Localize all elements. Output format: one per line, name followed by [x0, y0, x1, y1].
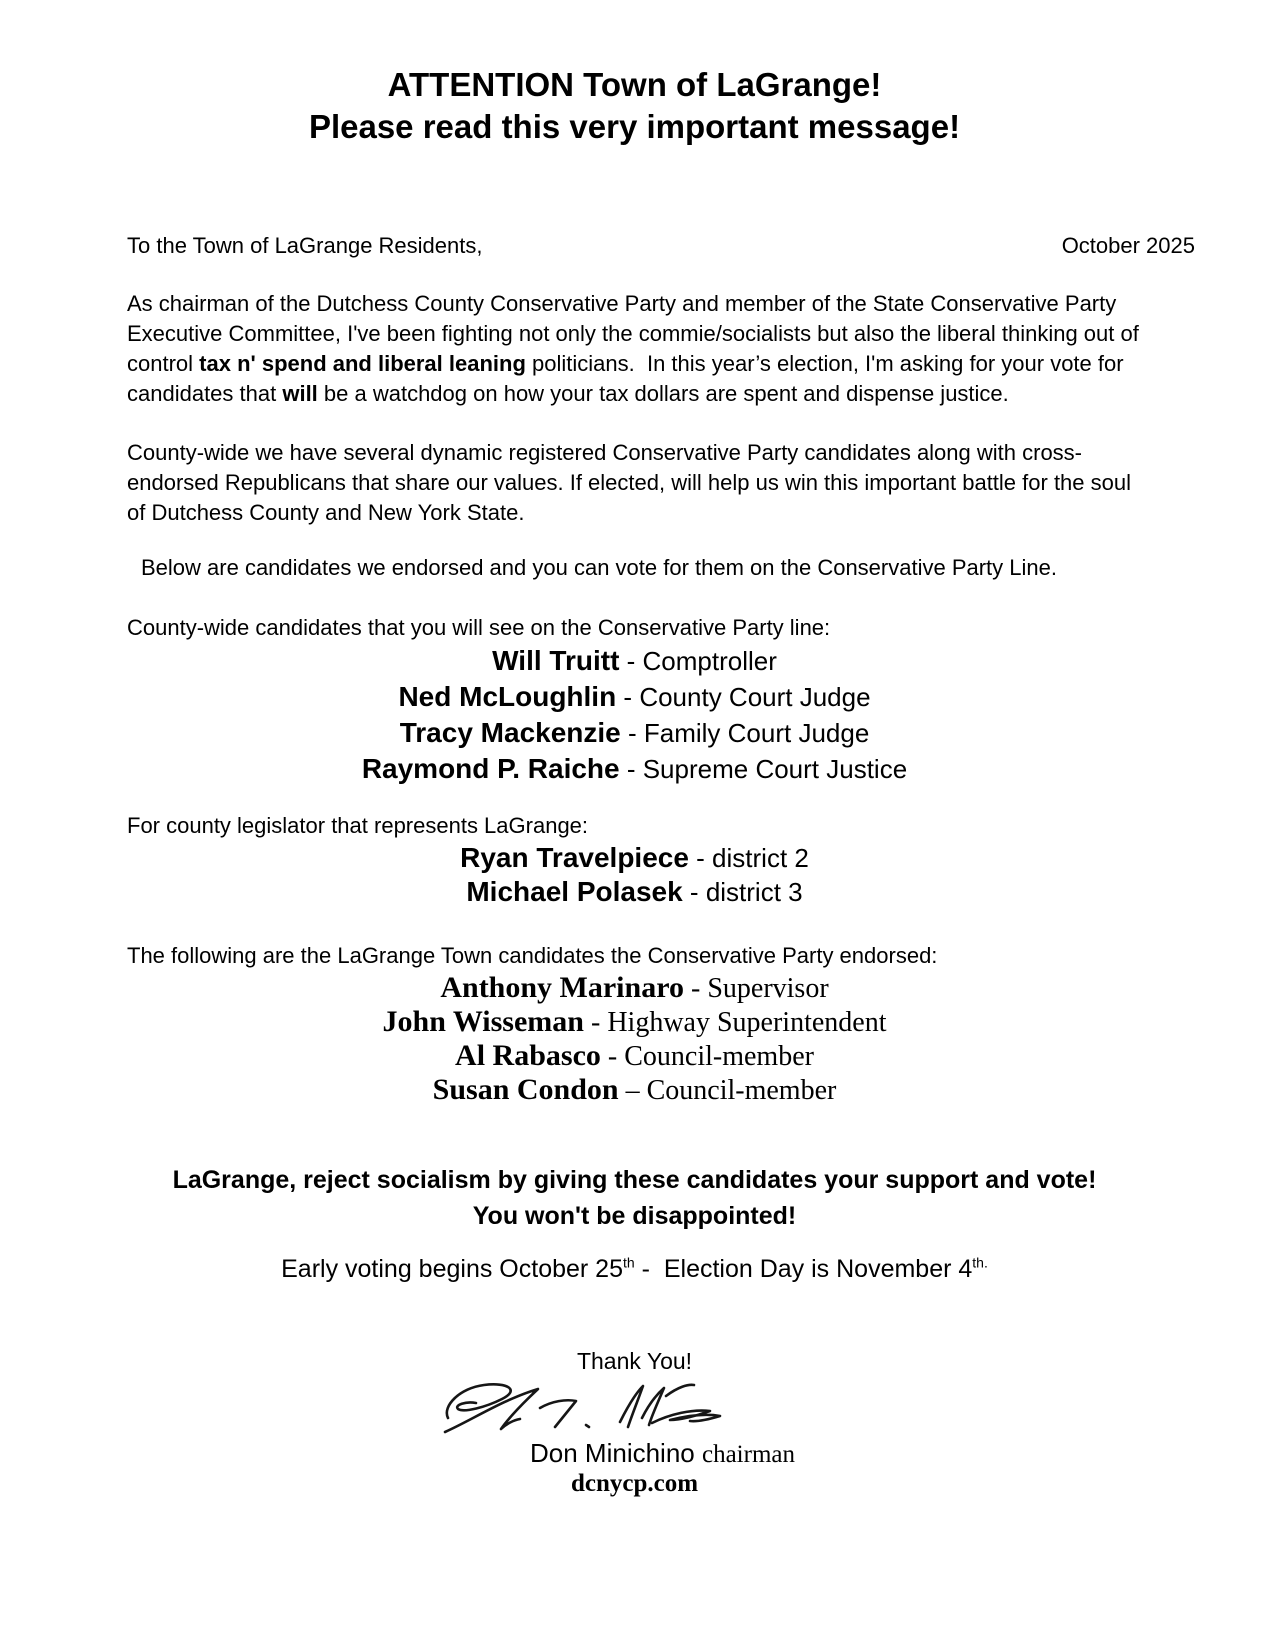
candidate-office: Council-member — [624, 1041, 814, 1072]
signer-title: chairman — [701, 1441, 795, 1468]
candidate-name: Will Truitt — [492, 645, 620, 676]
candidate-name: Ned McLoughlin — [398, 681, 617, 712]
candidate-office: district 2 — [712, 843, 809, 873]
salutation-row — [127, 230, 1195, 261]
candidate-office: Supreme Court Justice — [642, 754, 908, 784]
candidate-line — [127, 679, 1142, 715]
bold-phrase-tax-n-spend: tax n' spend and liberal leaning — [199, 351, 526, 376]
candidate-office: district 3 — [705, 877, 803, 907]
town-candidate-list — [127, 971, 1142, 1107]
paragraph-countywide: County-wide we have several dynamic registered Conservative Party candidates along with cross-endorsed Republicans that share our values. If elected, will help us win this important battle for the soul of Dutchess County and New York State. — [127, 440, 1131, 525]
dash-separator: – — [618, 1075, 647, 1106]
ordinal-suffix: th. — [972, 1254, 988, 1271]
ordinal-suffix: th — [622, 1254, 635, 1271]
paragraph-intro — [127, 289, 1147, 409]
signature-image — [440, 1376, 740, 1438]
candidate-name: Raymond P. Raiche — [361, 753, 620, 784]
call-to-action — [127, 1162, 1142, 1234]
heading-line-1: ATTENTION Town of LaGrange! — [387, 66, 882, 103]
countywide-candidate-list — [127, 643, 1142, 787]
thank-you-line: Thank You! — [576, 1348, 693, 1374]
voting-dates-line — [127, 1252, 1142, 1286]
website-text: dcnycp.com — [570, 1470, 699, 1497]
candidate-office: Supervisor — [707, 973, 829, 1004]
heading-line-2: Please read this very important message! — [308, 108, 961, 145]
candidate-name: Al Rabasco — [455, 1039, 601, 1072]
candidate-line — [127, 643, 1142, 679]
page-title — [127, 64, 1142, 148]
candidate-name: John Wisseman — [382, 1005, 584, 1038]
legislator-list-intro: For county legislator that represents LaGrange: — [127, 813, 589, 838]
dash-separator: - — [683, 973, 708, 1004]
candidate-line — [127, 751, 1142, 787]
dash-separator: - — [688, 843, 713, 873]
dash-separator: - — [616, 682, 640, 712]
cta-line-2: You won't be disappointed! — [472, 1202, 797, 1230]
cta-line-1: LaGrange, reject socialism by giving these candidates your support and vote! — [172, 1166, 1097, 1194]
election-day-text: - Election Day is November 4 — [634, 1255, 973, 1283]
candidate-line — [127, 875, 1142, 909]
paragraph-text: be a watchdog on how your tax dollars are spent and dispense justice. — [317, 381, 1009, 406]
dash-separator: - — [620, 718, 644, 748]
candidate-office: Comptroller — [642, 646, 777, 676]
bold-word-will: will — [282, 381, 318, 406]
dash-separator: - — [600, 1041, 625, 1072]
signature-block — [127, 1376, 1142, 1438]
town-list-intro: The following are the LaGrange Town candidates the Conservative Party endorsed: — [127, 943, 938, 968]
signer-name: Don Minichino — [530, 1438, 695, 1468]
dash-separator: - — [619, 754, 643, 784]
dash-separator: - — [619, 646, 643, 676]
candidate-line — [127, 971, 1142, 1005]
candidate-name: Michael Polasek — [466, 876, 683, 907]
letter-date: October 2025 — [1061, 233, 1195, 258]
paragraph-text: politicians. In this year’s election, I'm asking for your vote for candidates that — [127, 351, 1124, 406]
candidate-office: County Court Judge — [639, 682, 871, 712]
candidate-name: Ryan Travelpiece — [460, 842, 689, 873]
dash-separator: - — [682, 877, 706, 907]
legislator-candidate-list — [127, 841, 1142, 909]
candidate-line — [127, 1073, 1142, 1107]
signer-line — [155, 1438, 1170, 1470]
candidate-line — [127, 1005, 1142, 1039]
countywide-list-intro: County-wide candidates that you will see on the Conservative Party line: — [127, 615, 831, 640]
dash-separator: - — [583, 1007, 608, 1038]
salutation: To the Town of LaGrange Residents, — [127, 233, 483, 258]
candidate-office: Highway Superintendent — [607, 1007, 887, 1038]
candidate-line — [127, 715, 1142, 751]
candidate-office: Family Court Judge — [643, 718, 870, 748]
candidate-line — [127, 841, 1142, 875]
candidate-name: Susan Condon — [432, 1073, 619, 1106]
candidate-office: Council-member — [646, 1075, 837, 1106]
endorsement-note: Below are candidates we endorsed and you can vote for them on the Conservative Party Line. — [141, 555, 1057, 580]
paragraph-text: As chairman of the Dutchess County Conservative Party and member of the State Conservative Party Executive Committee, I've been fighting not only the commie/socialists but also the liberal thinking out of control — [127, 291, 1139, 376]
candidate-name: Anthony Marinaro — [440, 971, 684, 1004]
candidate-line — [127, 1039, 1142, 1073]
early-voting-text: Early voting begins October 25 — [281, 1255, 623, 1283]
candidate-name: Tracy Mackenzie — [399, 717, 621, 748]
